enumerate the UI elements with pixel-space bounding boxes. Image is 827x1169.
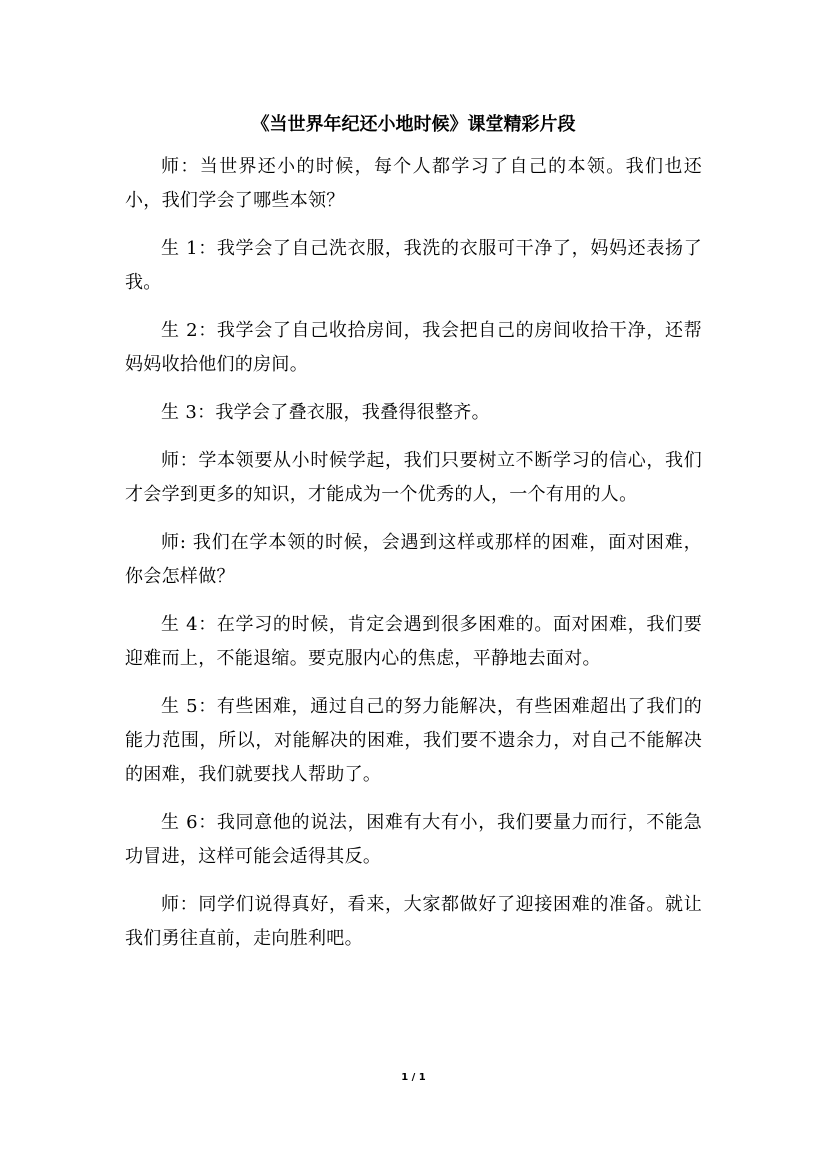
page-number: 1 / 1: [401, 1072, 426, 1083]
paragraph-8: 生 5：有些困难，通过自己的努力能解决，有些困难超出了我们的能力范围，所以，对能解决的困难，我们要不遗余力，对自己不能解决的困难，我们就要找人帮助了。: [125, 696, 702, 785]
paragraph-7: 生 4：在学习的时候，肯定会遇到很多困难的。面对困难，我们要迎难而上，不能退缩。要克服内心的焦虑，平静地去面对。: [125, 614, 702, 669]
document-body: [125, 150, 702, 970]
page-title: 《当世界年纪还小地时候》课堂精彩片段: [251, 114, 576, 135]
paragraph-4: 生 3：我学会了叠衣服，我叠得很整齐。: [161, 402, 490, 423]
paragraph-5: 师：学本领要从小时候学起，我们只要树立不断学习的信心，我们才会学到更多的知识，才能成为一个优秀的人，一个有用的人。: [125, 450, 702, 505]
paragraph-10: 师：同学们说得真好，看来，大家都做好了迎接困难的准备。就让我们勇往直前，走向胜利吧。: [125, 894, 702, 949]
paragraph-3: 生 2：我学会了自己收拾房间，我会把自己的房间收拾干净，还帮妈妈收拾他们的房间。: [125, 320, 702, 375]
paragraph-2: 生 1：我学会了自己洗衣服，我洗的衣服可干净了，妈妈还表扬了我。: [125, 238, 702, 293]
paragraph-1: 师：当世界还小的时候，每个人都学习了自己的本领。我们也还小，我们学会了哪些本领？: [125, 156, 702, 211]
paragraph-9: 生 6：我同意他的说法，困难有大有小，我们要量力而行，不能急功冒进，这样可能会适得其反。: [125, 812, 702, 867]
paragraph-6: 师: 我们在学本领的时候，会遇到这样或那样的困难，面对困难，你会怎样做？: [125, 532, 702, 587]
